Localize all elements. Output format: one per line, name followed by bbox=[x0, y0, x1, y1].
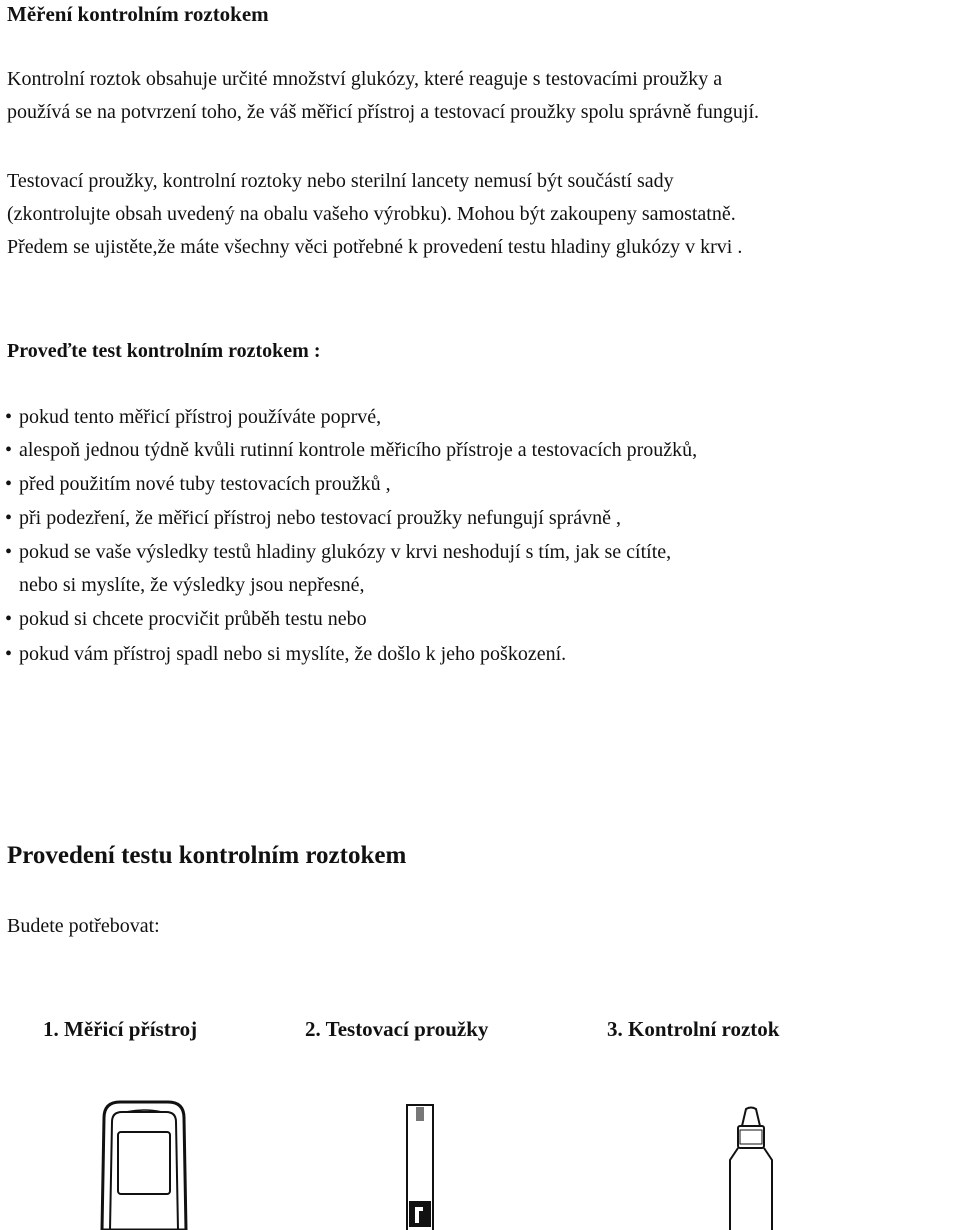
list-item bbox=[5, 643, 566, 666]
list-item bbox=[5, 439, 697, 462]
paragraph-line: (zkontrolujte obsah uvedený na obalu vašeho výrobku). Mohou být zakoupeny samostatně. bbox=[7, 203, 736, 225]
list-item-text: pokud tento měřicí přístroj používáte poprvé, bbox=[19, 406, 382, 428]
list-item-text: pokud se vaše výsledky testů hladiny glukózy v krvi neshodují s tím, jak se cítíte, bbox=[19, 541, 672, 563]
bullet: • bbox=[5, 473, 13, 495]
section-title-measuring: Měření kontrolním roztokem bbox=[7, 2, 269, 26]
list-item-continuation: nebo si myslíte, že výsledky jsou nepřesné, bbox=[19, 574, 365, 596]
paragraph-line: Testovací proužky, kontrolní roztoky nebo sterilní lancety nemusí být součástí sady bbox=[7, 170, 674, 192]
required-item-strips-label: 2. Testovací proužky bbox=[305, 1017, 489, 1041]
control-solution-bottle-icon bbox=[724, 1106, 778, 1228]
bullet: • bbox=[5, 541, 13, 563]
bullet: • bbox=[5, 643, 13, 665]
required-item-solution-label: 3. Kontrolní roztok bbox=[607, 1017, 780, 1041]
list-item-text: pokud vám přístroj spadl nebo si myslíte, že došlo k jeho poškození. bbox=[19, 643, 567, 665]
section-title-conducting-test: Provedení testu kontrolním roztokem bbox=[7, 842, 407, 869]
list-item-text: pokud si chcete procvičit průběh testu nebo bbox=[19, 608, 367, 630]
list-item bbox=[5, 406, 381, 429]
test-strip-icon bbox=[404, 1103, 436, 1227]
paragraph-line: používá se na potvrzení toho, že váš měřicí přístroj a testovací proužky spolu správně fungují. bbox=[7, 101, 760, 123]
list-item bbox=[5, 473, 391, 496]
required-item-meter-label: 1. Měřicí přístroj bbox=[43, 1017, 198, 1041]
bullet: • bbox=[5, 608, 13, 630]
list-item-text: před použitím nové tuby testovacích proužků , bbox=[19, 473, 391, 495]
list-item bbox=[5, 541, 671, 564]
bullet: • bbox=[5, 507, 13, 529]
list-item-text: při podezření, že měřicí přístroj nebo testovací proužky nefungují správně , bbox=[19, 507, 622, 529]
section-title-perform-test: Proveďte test kontrolním roztokem : bbox=[7, 340, 321, 362]
bullet: • bbox=[5, 439, 13, 461]
section-subtitle: Budete potřebovat: bbox=[7, 915, 160, 937]
paragraph-line: Předem se ujistěte,že máte všechny věci potřebné k provedení testu hladiny glukózy v krvi . bbox=[7, 236, 743, 258]
glucose-meter-icon bbox=[96, 1098, 192, 1226]
paragraph-line: Kontrolní roztok obsahuje určité množství glukózy, které reaguje s testovacími proužky a bbox=[7, 68, 723, 90]
bullet: • bbox=[5, 406, 13, 428]
list-item bbox=[5, 507, 621, 530]
list-item bbox=[5, 608, 367, 631]
list-item-text: alespoň jednou týdně kvůli rutinní kontrole měřicího přístroje a testovacích proužků, bbox=[19, 439, 698, 461]
